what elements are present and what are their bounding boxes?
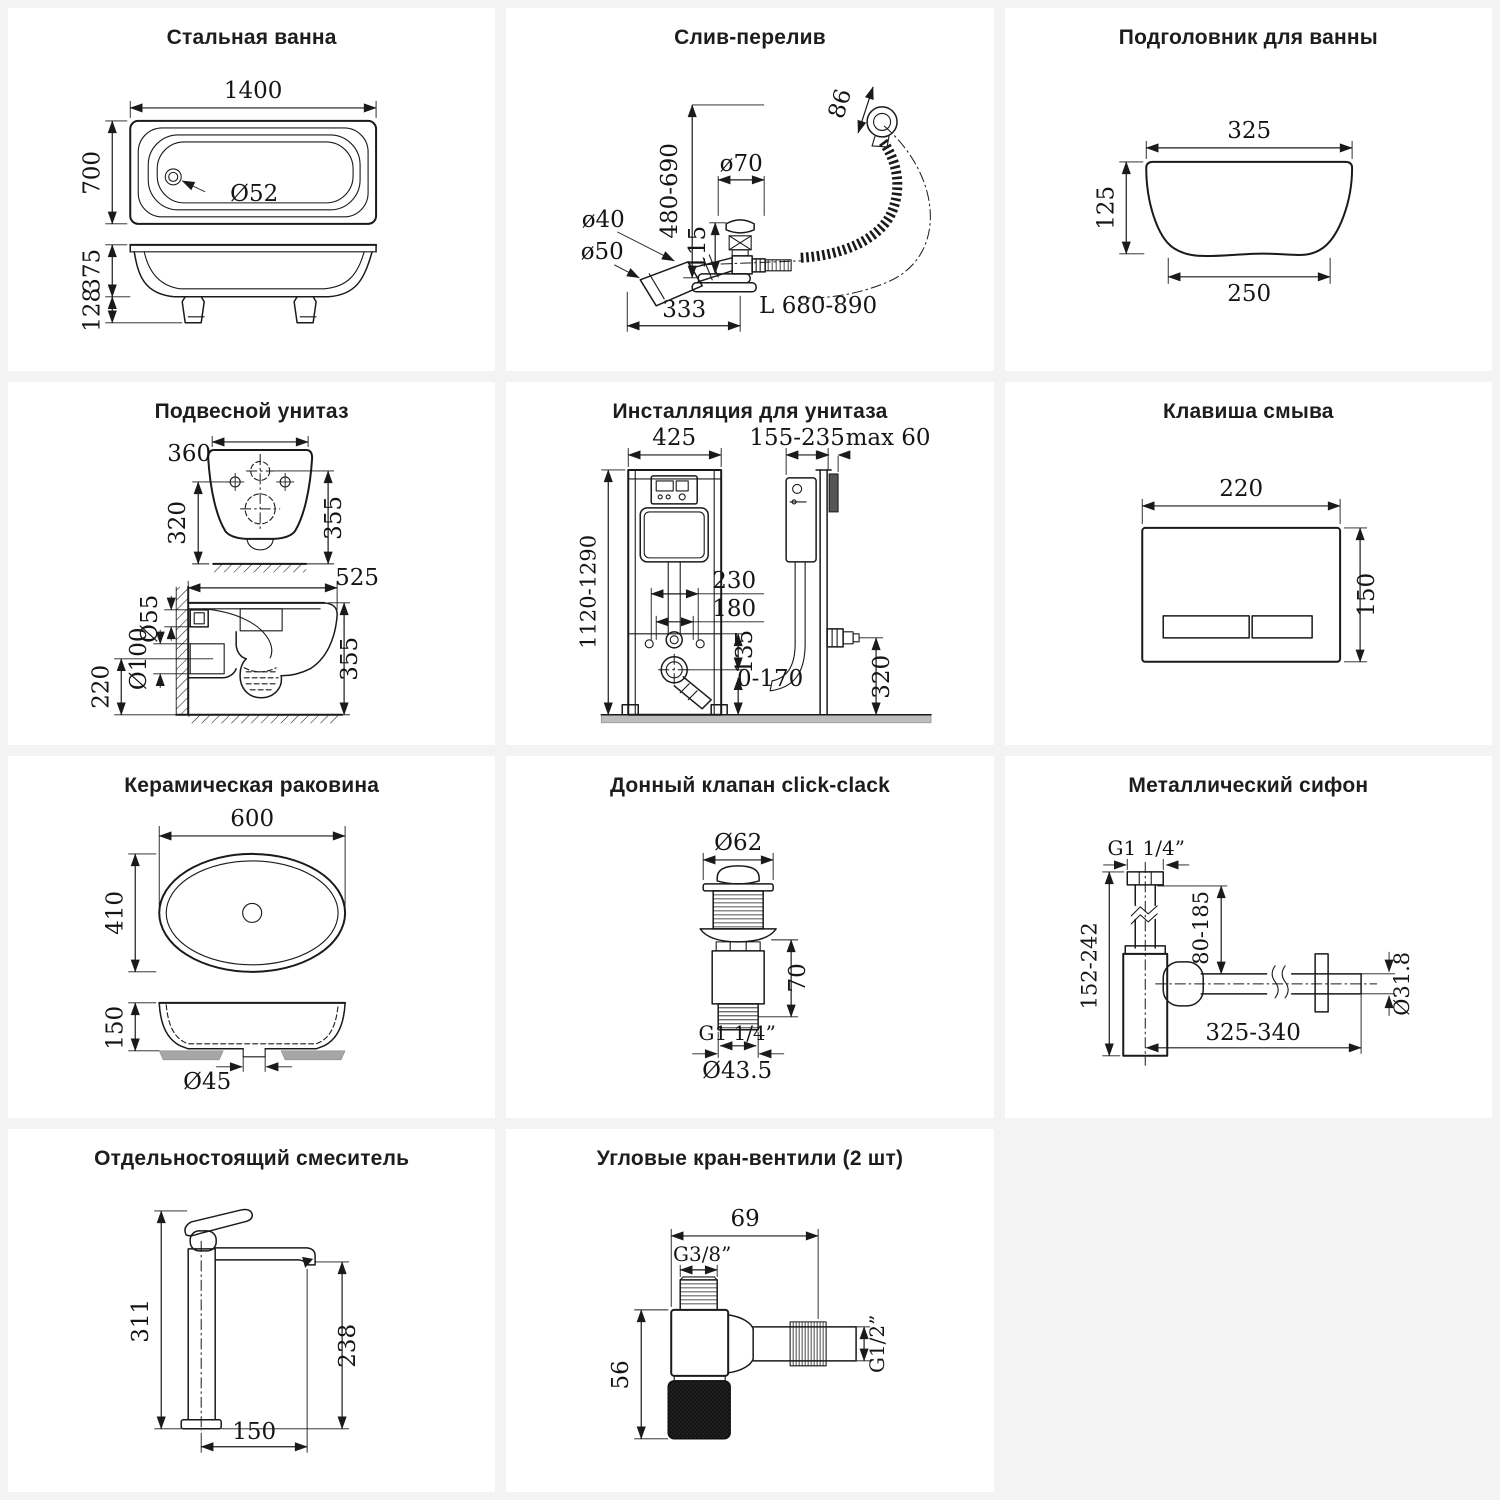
card-title-metal-siphon: Металлический сифон [1128,773,1369,797]
popup-valve-drawing [506,756,993,1119]
card-title-steel-bath: Стальная ванна [166,26,337,49]
card-title-drain-overflow: Слив-перелив [674,26,826,49]
dim-overflow-length: 333 [662,296,707,323]
card-title-flush-plate: Клавиша смыва [1162,399,1334,423]
dim-frame-offset: 135 [732,629,759,674]
card-mixer [8,1129,495,1492]
card-title-angle-valves: Угловые кран-вентили (2 шт) [596,1147,904,1171]
dim-toilet-height-top: 355 [321,495,348,540]
dim-siphon-thread: G1 1/4” [1107,835,1185,860]
card-steel-bath [8,8,495,371]
angle-valves-drawing [506,1129,993,1492]
dim-valve-thread: G1 1/4” [698,1020,777,1045]
dim-sink-height: 150 [102,1005,129,1050]
hose-bend-centerline [801,126,930,298]
dim-mixer-reach: 150 [232,1419,277,1446]
dim-siphon-pipe: Ø31.8 [1389,951,1414,1016]
headrest-dimensions [1093,118,1352,307]
wall-plate [829,474,838,512]
dim-frame-bolts-narrow: 180 [712,595,757,622]
mixer-drawing [8,1129,495,1492]
card-title-headrest: Подголовник для ванны [1118,26,1378,49]
ceramic-sink-drawing [8,756,495,1119]
mixer-body [181,1210,315,1431]
wall-hatch [176,587,188,715]
spout-tip [302,1257,313,1268]
dim-valves-length: 69 [730,1206,761,1233]
headrest-drawing [1005,8,1492,371]
dim-bath-drain: Ø52 [230,180,279,207]
card-popup-valve [506,756,993,1119]
left-base-pad [159,1050,223,1059]
dim-valve-cap: Ø62 [714,829,763,856]
dim-frame-adjust: 0-170 [737,665,804,692]
dim-valves-inlet: G3/8” [673,1242,732,1267]
dim-toilet-length: 525 [335,564,380,591]
dim-sink-width: 410 [102,890,129,935]
dim-frame-height: 1120-1290 [576,534,601,649]
dim-frame-depth: 155-235 [749,424,846,451]
corrugated-hose [799,142,897,258]
bath-dimensions [79,78,376,332]
floor-band [602,715,932,723]
overflow-head [867,107,897,147]
card-title-popup-valve: Донный клапан click-clack [609,773,890,797]
dim-overflow-top-d: ø70 [719,150,764,177]
frame-dimensions [577,425,931,715]
dim-overflow-hose: L 680-890 [759,292,878,319]
card-drain-overflow [506,8,993,371]
metal-siphon-drawing [1005,756,1492,1119]
headrest-outline [1146,162,1352,256]
knurled-handle [669,1381,731,1439]
sink-side-view [159,1002,345,1059]
card-metal-siphon [1005,756,1492,1119]
dim-mixer-spout-h: 238 [335,1324,362,1369]
dim-toilet-outlet: Ø100 [126,627,153,690]
dim-overflow-d50: ø50 [581,238,625,265]
card-title-mixer: Отдельностоящий смеситель [94,1147,410,1171]
dim-valve-body: 70 [785,962,812,992]
drain-overflow-drawing [506,8,993,371]
dim-valve-neck: Ø43.5 [702,1057,773,1084]
ground-hatch-side [188,715,338,723]
dim-bath-depth: 375 [79,248,106,293]
dim-overflow-plug-h: 115 [685,225,712,270]
plate-outline [1142,528,1340,662]
dim-siphon-length: 325-340 [1205,1019,1301,1046]
dim-valves-outlet: G1/2” [865,1314,890,1374]
dim-frame-bolts-wide: 230 [712,567,757,594]
card-title-installation-frame: Инсталляция для унитаза [612,399,888,423]
flush-plate-drawing [1005,382,1492,745]
ground-hatch-top [213,564,306,572]
card-angle-valves [506,1129,993,1492]
dim-frame-outlet-h: 320 [869,654,896,699]
dim-toilet-inlet: Ø55 [137,594,164,643]
plate-dimensions [1142,476,1380,662]
dim-toilet-axis-h: 220 [88,664,115,709]
small-flush-button [1252,616,1312,638]
sink-top-view [159,853,345,971]
dim-plate-width: 220 [1218,475,1263,502]
dim-bath-length: 1400 [223,77,283,104]
steel-bath-drawing [8,8,495,371]
dim-toilet-depth: 320 [165,500,192,545]
card-flush-plate [1005,382,1492,745]
card-ceramic-sink [8,756,495,1119]
card-title-wall-hung-toilet: Подвесной унитаз [154,399,349,423]
bath-side-view [130,245,376,323]
bath-top-view [130,121,376,224]
dim-toilet-width: 360 [167,440,212,467]
dim-overflow-height: 480-690 [657,143,684,239]
dim-overflow-d40: ø40 [582,206,626,233]
dim-mixer-height: 311 [128,1299,155,1344]
card-installation-frame [506,382,993,745]
dim-frame-width: 425 [652,424,697,451]
dim-headrest-top: 325 [1226,117,1271,144]
dim-headrest-height: 125 [1092,185,1119,230]
card-headrest [1005,8,1492,371]
dim-sink-drain: Ø45 [183,1068,232,1095]
valve-body [701,865,777,1029]
big-flush-button [1163,616,1249,638]
dim-siphon-wall: 80-185 [1188,890,1213,965]
dim-bath-leg-height: 128 [79,287,106,332]
dim-headrest-bottom: 250 [1226,280,1271,307]
right-base-pad [281,1050,345,1059]
card-wall-hung-toilet [8,382,495,745]
dim-overflow-head: 86 [824,86,858,122]
dim-siphon-height: 152-242 [1076,921,1101,1009]
angle-valve-body [669,1277,857,1439]
wall-hung-toilet-drawing [8,382,495,745]
dim-toilet-height-side: 355 [337,636,364,681]
dim-bath-width: 700 [79,150,106,195]
dim-sink-length: 600 [230,805,275,832]
overflow-dimensions [581,86,877,332]
toilet-top-view [208,450,312,572]
card-title-ceramic-sink: Керамическая раковина [124,773,380,797]
toilet-side-view [148,587,342,723]
dim-frame-wall: max 60 [845,424,931,451]
dim-plate-height: 150 [1353,572,1380,617]
dim-valves-height: 56 [608,1360,635,1390]
installation-frame-drawing [506,382,993,745]
